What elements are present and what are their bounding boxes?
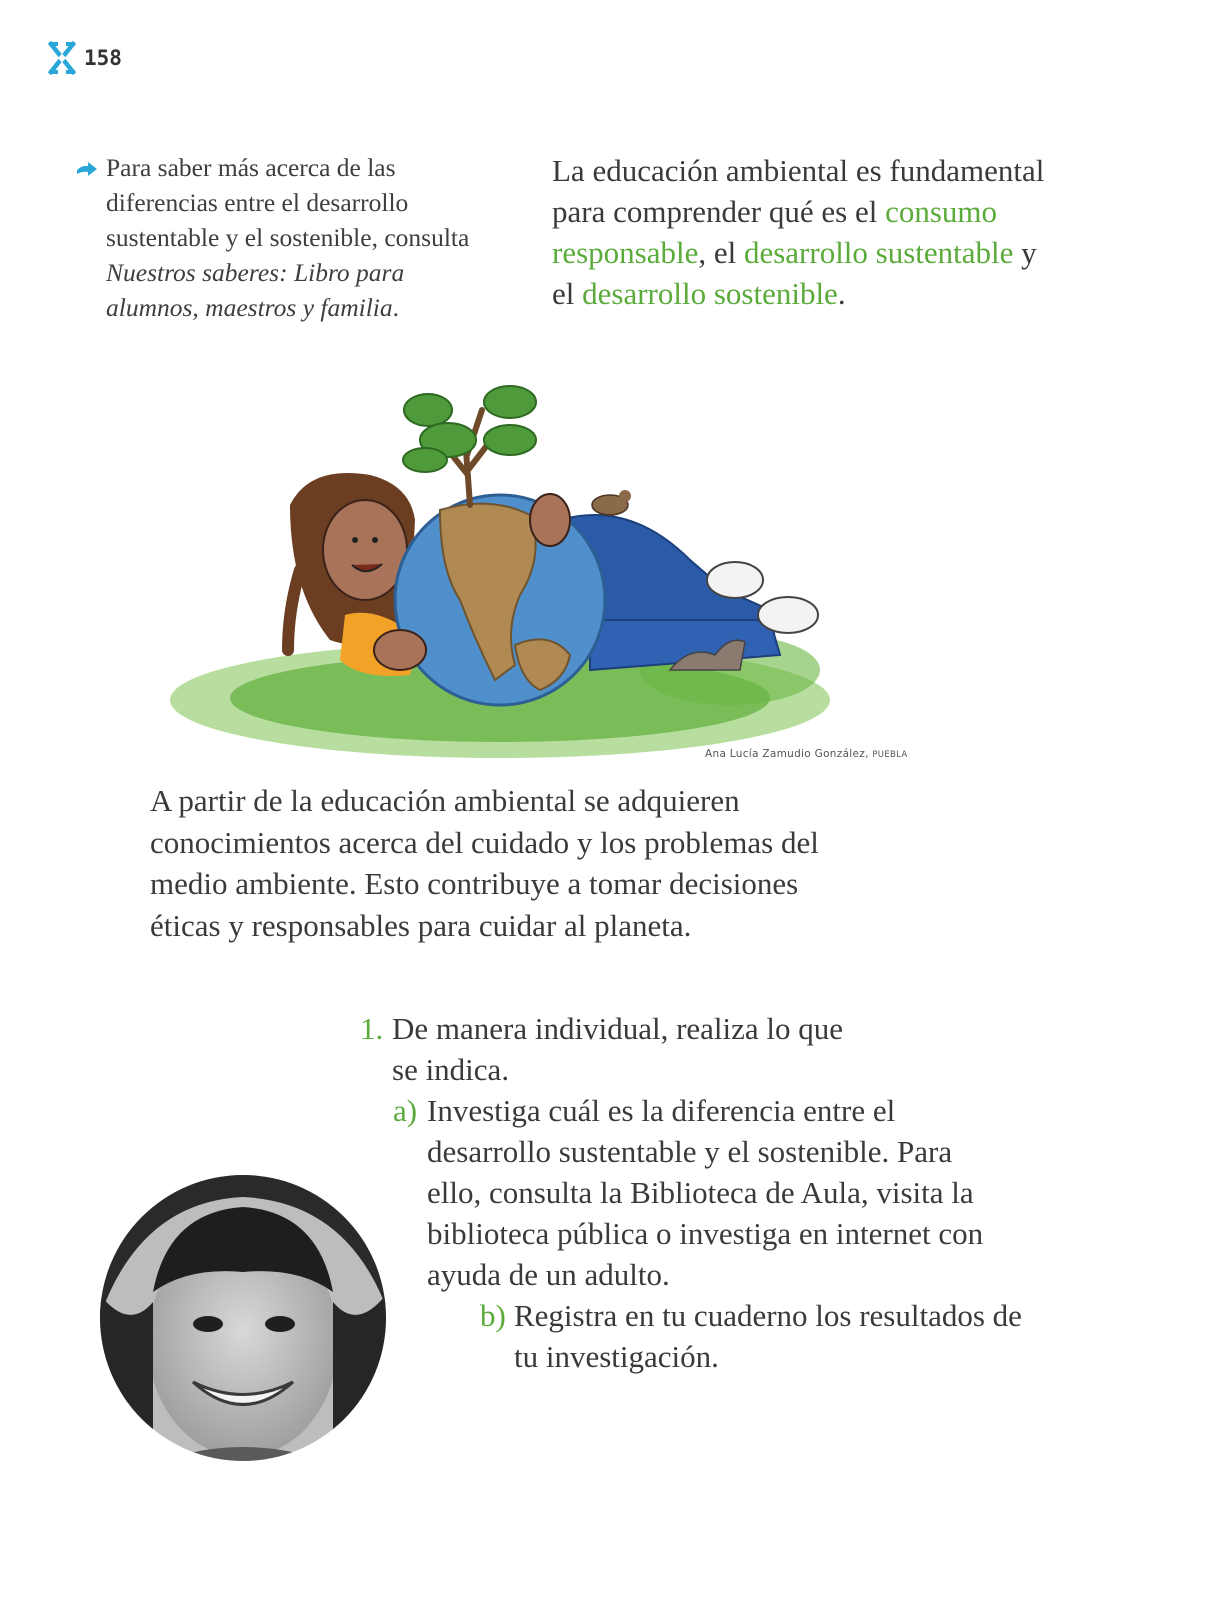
activity-number: 1. (360, 1011, 384, 1046)
intro-paragraph: La educación ambiental es fundamental para comprender qué es el consumo responsable, el desarrollo sustentable y el desarrollo sostenible. (552, 153, 1045, 311)
item-label-a: a) (393, 1093, 418, 1128)
activity-item-b (480, 1295, 1034, 1377)
illustration-credit: Ana Lucía Zamudio González, PUEBLA (705, 748, 908, 760)
decorative-x-logo-icon (48, 41, 76, 75)
term-desarrollo-sostenible: desarrollo sostenible (582, 276, 838, 311)
environmental-education-paragraph: A partir de la educación ambiental se adquieren conocimientos acerca del cuidado y los problemas del medio ambiente. Esto contribuye a tomar decisiones éticas y responsables para cuidar al planeta. (150, 783, 819, 943)
arrow-right-icon (76, 161, 98, 177)
term-desarrollo-sustentable: desarrollo sustentable (743, 235, 1014, 270)
girl-hugging-earth-illustration (170, 380, 850, 770)
side-note (76, 150, 496, 325)
activity-1 (360, 1008, 1060, 1377)
activity-instruction: De manera individual, realiza lo que se indica. (392, 1011, 844, 1087)
smiling-girl-photo (98, 1172, 388, 1464)
side-note-text: Para saber más acerca de las diferencias entre el desarrollo sustentable y el sostenible, consulta Nuestros saberes: Libro para alumnos, maestros y familia. (106, 153, 470, 322)
book-title: Nuestros saberes: Libro para alumnos, maestros y familia (106, 258, 405, 322)
activity-item-a (393, 1090, 1007, 1295)
item-label-b: b) (480, 1298, 506, 1333)
page-number: 158 (84, 46, 122, 70)
term-consumo-responsable: consumo responsable (552, 194, 998, 270)
item-text-b: Registra en tu cuaderno los resultados de tu investigación. (514, 1298, 1022, 1374)
item-text-a: Investiga cuál es la diferencia entre el desarrollo sustentable y el sostenible. Para ello, consulta la Biblioteca de Aula, visita la biblioteca pública o investiga en internet con ayuda de un adulto. (427, 1093, 984, 1292)
page-header (48, 40, 122, 76)
